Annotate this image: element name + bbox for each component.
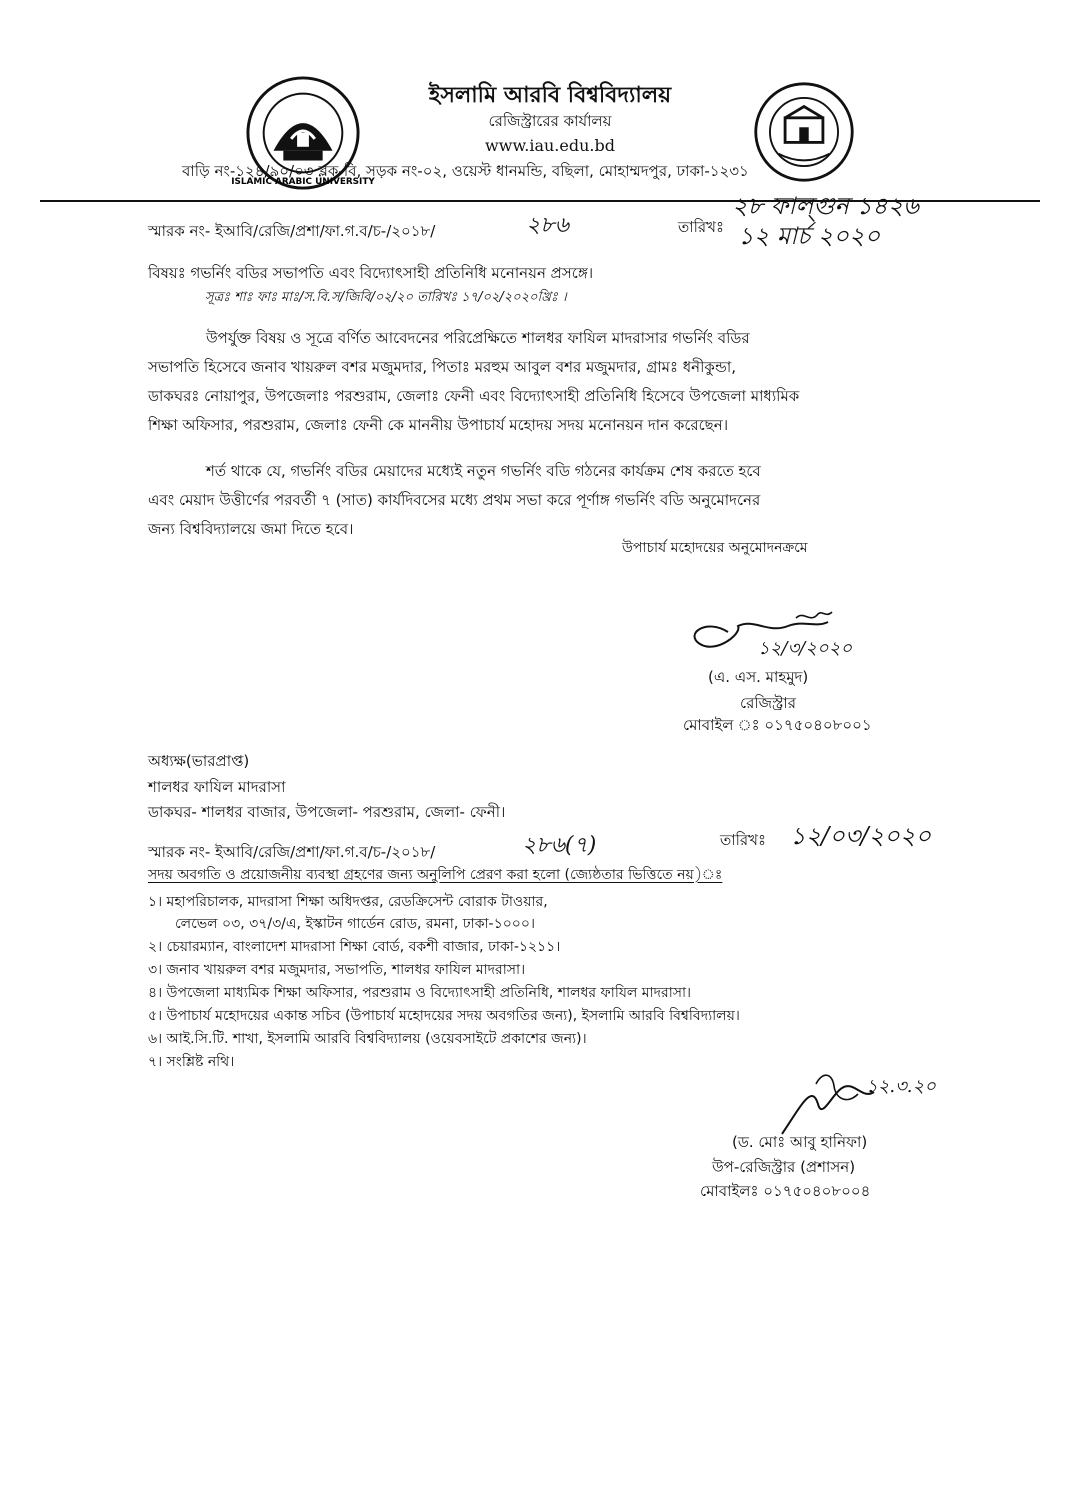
para1-line2: সভাপতি হিসেবে জনাব খায়রুল বশর মজুমদার, পিতাঃ মরহুম আবুল বশর মজুমদার, গ্রামঃ ধনীকুন্ডা, [148,358,736,376]
subject-reference: সূত্রঃ শাঃ ফাঃ মাঃ/স.বি.স/জিবি/০২/২০ তারিখঃ ১৭/০২/২০২০খ্রিঃ । [205,290,567,305]
copy-item-5: ৫। উপাচার্য মহোদয়ের একান্ত সচিব (উপাচার্য মহোদয়ের সদয় অবগতির জন্য), ইসলামি আরবি বিশ্ববিদ্যালয়। [148,1008,740,1024]
copy-item-1-cont: লেভেল ০৩, ৩৭/৩/এ, ইস্কাটন গার্ডেন রোড, রমনা, ঢাকা-১০০০। [175,916,536,932]
subject: বিষয়ঃ গভর্নিং বডির সভাপতি এবং বিদ্যোৎসাহী প্রতিনিধি মনোনয়ন প্রসঙ্গে। [148,264,594,282]
address: বাড়ি নং-১২৪/৯০/০৩ ব্লক-বি, সড়ক নং-০২, ওয়েস্ট ধানমন্ডি, বছিলা, মোহাম্মদপুর, ঢাকা-১২৩১ [182,162,749,180]
deputy-title: উপ-রেজিস্ট্রার (প্রশাসন) [712,1158,856,1176]
registrar-name: (এ. এস. মাহমুদ) [708,668,809,686]
recipient-line2: শালধর ফাযিল মাদরাসা [148,778,286,796]
registrar-mobile: মোবাইল ঃ ০১৭৫০৪০৮০০১ [683,716,872,734]
copy-item-2: ২। চেয়ারম্যান, বাংলাদেশ মাদরাসা শিক্ষা বোর্ড, বকশী বাজার, ঢাকা-১২১১। [148,939,561,955]
para2-line1: শর্ত থাকে যে, গভর্নিং বডির মেয়াদের মধ্যেই নতুন গভর্নিং বডি গঠনের কার্যক্রম শেষ করতে হবে [206,462,761,480]
copy-ref-number: ২৮৬(৭) [522,833,597,858]
copy-ref-label: স্মারক নং- ইআবি/রেজি/প্রশা/ফা.গ.ব/চ-/২০১৮/ [148,843,436,861]
deputy-sign-date: ১২.৩.২০ [866,1076,936,1097]
copy-item-6: ৬। আই.সি.টি. শাখা, ইসলামি আরবি বিশ্ববিদ্যালয় (ওয়েবসাইটে প্রকাশের জন্য)। [148,1031,587,1047]
copy-item-7: ৭। সংশ্লিষ্ট নথি। [148,1054,235,1070]
approval-note: উপাচার্য মহোদয়ের অনুমোদনক্রমে [622,540,808,556]
memo-date-label: তারিখঃ [678,218,724,236]
para2-line2: এবং মেয়াদ উত্তীর্ণের পরবর্তী ৭ (সাত) কার্যদিবসের মধ্যে প্রথম সভা করে পূর্ণাঙ্গ গভর্নিং বডি অনুমোদনের [148,491,761,509]
university-name: ইসলামি আরবি বিশ্ববিদ্যালয় [428,83,672,108]
memo-ref-number: ২৮৬ [526,213,569,238]
registrar-title: রেজিস্ট্রার [740,694,797,712]
para1-line4: শিক্ষা অফিসার, পরশুরাম, জেলাঃ ফেনী কে মাননীয় উপাচার্য মহোদয় সদয় মনোনয়ন দান করেছেন। [148,416,729,434]
para2-line3: জন্য বিশ্ববিদ্যালয়ে জমা দিতে হবে। [148,520,354,538]
deputy-mobile: মোবাইলঃ ০১৭৫০৪০৮০০৪ [700,1182,871,1200]
para1-line1: উপর্যুক্ত বিষয় ও সূত্রে বর্ণিত আবেদনের পরিপ্রেক্ষিতে শালধর ফাযিল মাদরাসার গভর্নিং বডির [206,329,750,347]
svg-text:ISLAMIC ARABIC UNIVERSITY: ISLAMIC ARABIC UNIVERSITY [231,177,375,188]
memo-date-line2: ১২ মার্চ ২০২০ [738,222,881,250]
registrar-sign-date: ১২/৩/২০২০ [758,638,853,659]
memo-date-line1: ২৮ ফাল্গুন ১৪২৬ [732,192,919,220]
copy-item-3: ৩। জনাব খায়রুল বশর মজুমদার, সভাপতি, শালধর ফাযিল মাদরাসা। [148,962,526,978]
memo-ref-label: স্মারক নং- ইআবি/রেজি/প্রশা/ফা.গ.ব/চ-/২০১৮/ [148,222,436,240]
copy-heading: সদয় অবগতি ও প্রয়োজনীয় ব্যবস্থা গ্রহণের জন্য অনুলিপি প্রেরণ করা হলো (জ্যেষ্ঠতার ভিত্তিতে নয়)ঃ [148,867,723,883]
copy-item-4: ৪। উপজেলা মাধ্যমিক শিক্ষা অফিসার, পরশুরাম ও বিদ্যোৎসাহী প্রতিনিধি, শালধর ফাযিল মাদরাসা। [148,985,692,1001]
website: www.iau.edu.bd [485,136,615,155]
copy-date: ১২/০৩/২০২০ [790,822,931,850]
recipient-line3: ডাকঘর- শালধর বাজার, উপজেলা- পরশুরাম, জেলা- ফেনী। [148,803,506,821]
copy-date-label: তারিখঃ [720,831,766,849]
office-name: রেজিস্ট্রারের কার্যালয় [488,112,612,130]
para1-line3: ডাকঘরঃ নোয়াপুর, উপজেলাঃ পরশুরাম, জেলাঃ ফেনী এবং বিদ্যোৎসাহী প্রতিনিধি হিসেবে উপজেলা মাধ্যমিক [148,387,800,405]
deputy-name: (ড. মোঃ আবু হানিফা) [732,1133,868,1151]
copy-item-1: ১। মহাপরিচালক, মাদরাসা শিক্ষা অধিদপ্তর, রেডক্রিসেন্ট বোরাক টাওয়ার, [148,894,548,910]
recipient-line1: অধ্যক্ষ(ভারপ্রাপ্ত) [148,752,250,770]
